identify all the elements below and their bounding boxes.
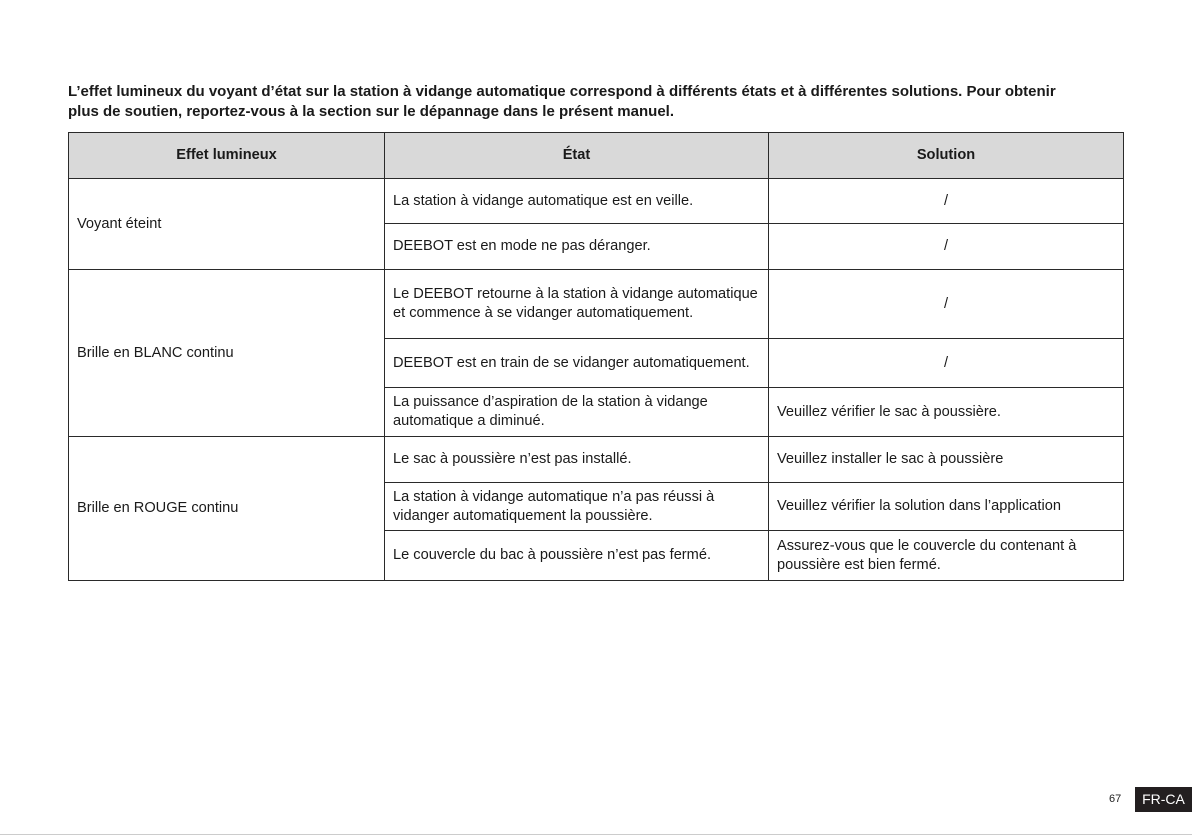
effect-cell-white: Brille en BLANC continu: [69, 270, 385, 437]
state-cell: DEEBOT est en train de se vidanger automatiquement.: [385, 339, 769, 388]
effect-cell-off: Voyant éteint: [69, 179, 385, 270]
state-cell: Le DEEBOT retourne à la station à vidange automatique et commence à se vidanger automatiquement.: [385, 270, 769, 339]
locale-badge: FR-CA: [1135, 787, 1192, 812]
table-row: [69, 437, 1124, 483]
solution-cell: /: [769, 224, 1124, 270]
state-cell: Le couvercle du bac à poussière n’est pas fermé.: [385, 531, 769, 581]
state-cell: DEEBOT est en mode ne pas déranger.: [385, 224, 769, 270]
page-number: 67: [1109, 793, 1122, 805]
state-cell: Le sac à poussière n’est pas installé.: [385, 437, 769, 483]
solution-cell: /: [769, 270, 1124, 339]
table-row: [69, 270, 1124, 339]
solution-cell: Veuillez vérifier le sac à poussière.: [769, 388, 1124, 437]
solution-cell: Assurez-vous que le couvercle du contenant à poussière est bien fermé.: [769, 531, 1124, 581]
state-cell: La station à vidange automatique n’a pas réussi à vidanger automatiquement la poussière.: [385, 483, 769, 531]
indicator-light-table: [68, 132, 1124, 581]
header-state: État: [385, 133, 769, 179]
header-solution: Solution: [769, 133, 1124, 179]
table-row: [69, 179, 1124, 224]
intro-paragraph: [68, 82, 1128, 122]
intro-line-1: L’effet lumineux du voyant d’état sur la station à vidange automatique correspond à différents états et à différentes solutions. Pour obtenir: [68, 83, 1056, 100]
solution-cell: Veuillez installer le sac à poussière: [769, 437, 1124, 483]
bottom-divider: [0, 834, 1192, 835]
intro-line-2: plus de soutien, reportez-vous à la section sur le dépannage dans le présent manuel.: [68, 103, 674, 120]
table-header-row: [69, 133, 1124, 179]
state-cell: La puissance d’aspiration de la station à vidange automatique a diminué.: [385, 388, 769, 437]
header-effect: Effet lumineux: [69, 133, 385, 179]
effect-cell-red: Brille en ROUGE continu: [69, 437, 385, 581]
solution-cell: /: [769, 179, 1124, 224]
state-cell: La station à vidange automatique est en veille.: [385, 179, 769, 224]
solution-cell: Veuillez vérifier la solution dans l’application: [769, 483, 1124, 531]
solution-cell: /: [769, 339, 1124, 388]
